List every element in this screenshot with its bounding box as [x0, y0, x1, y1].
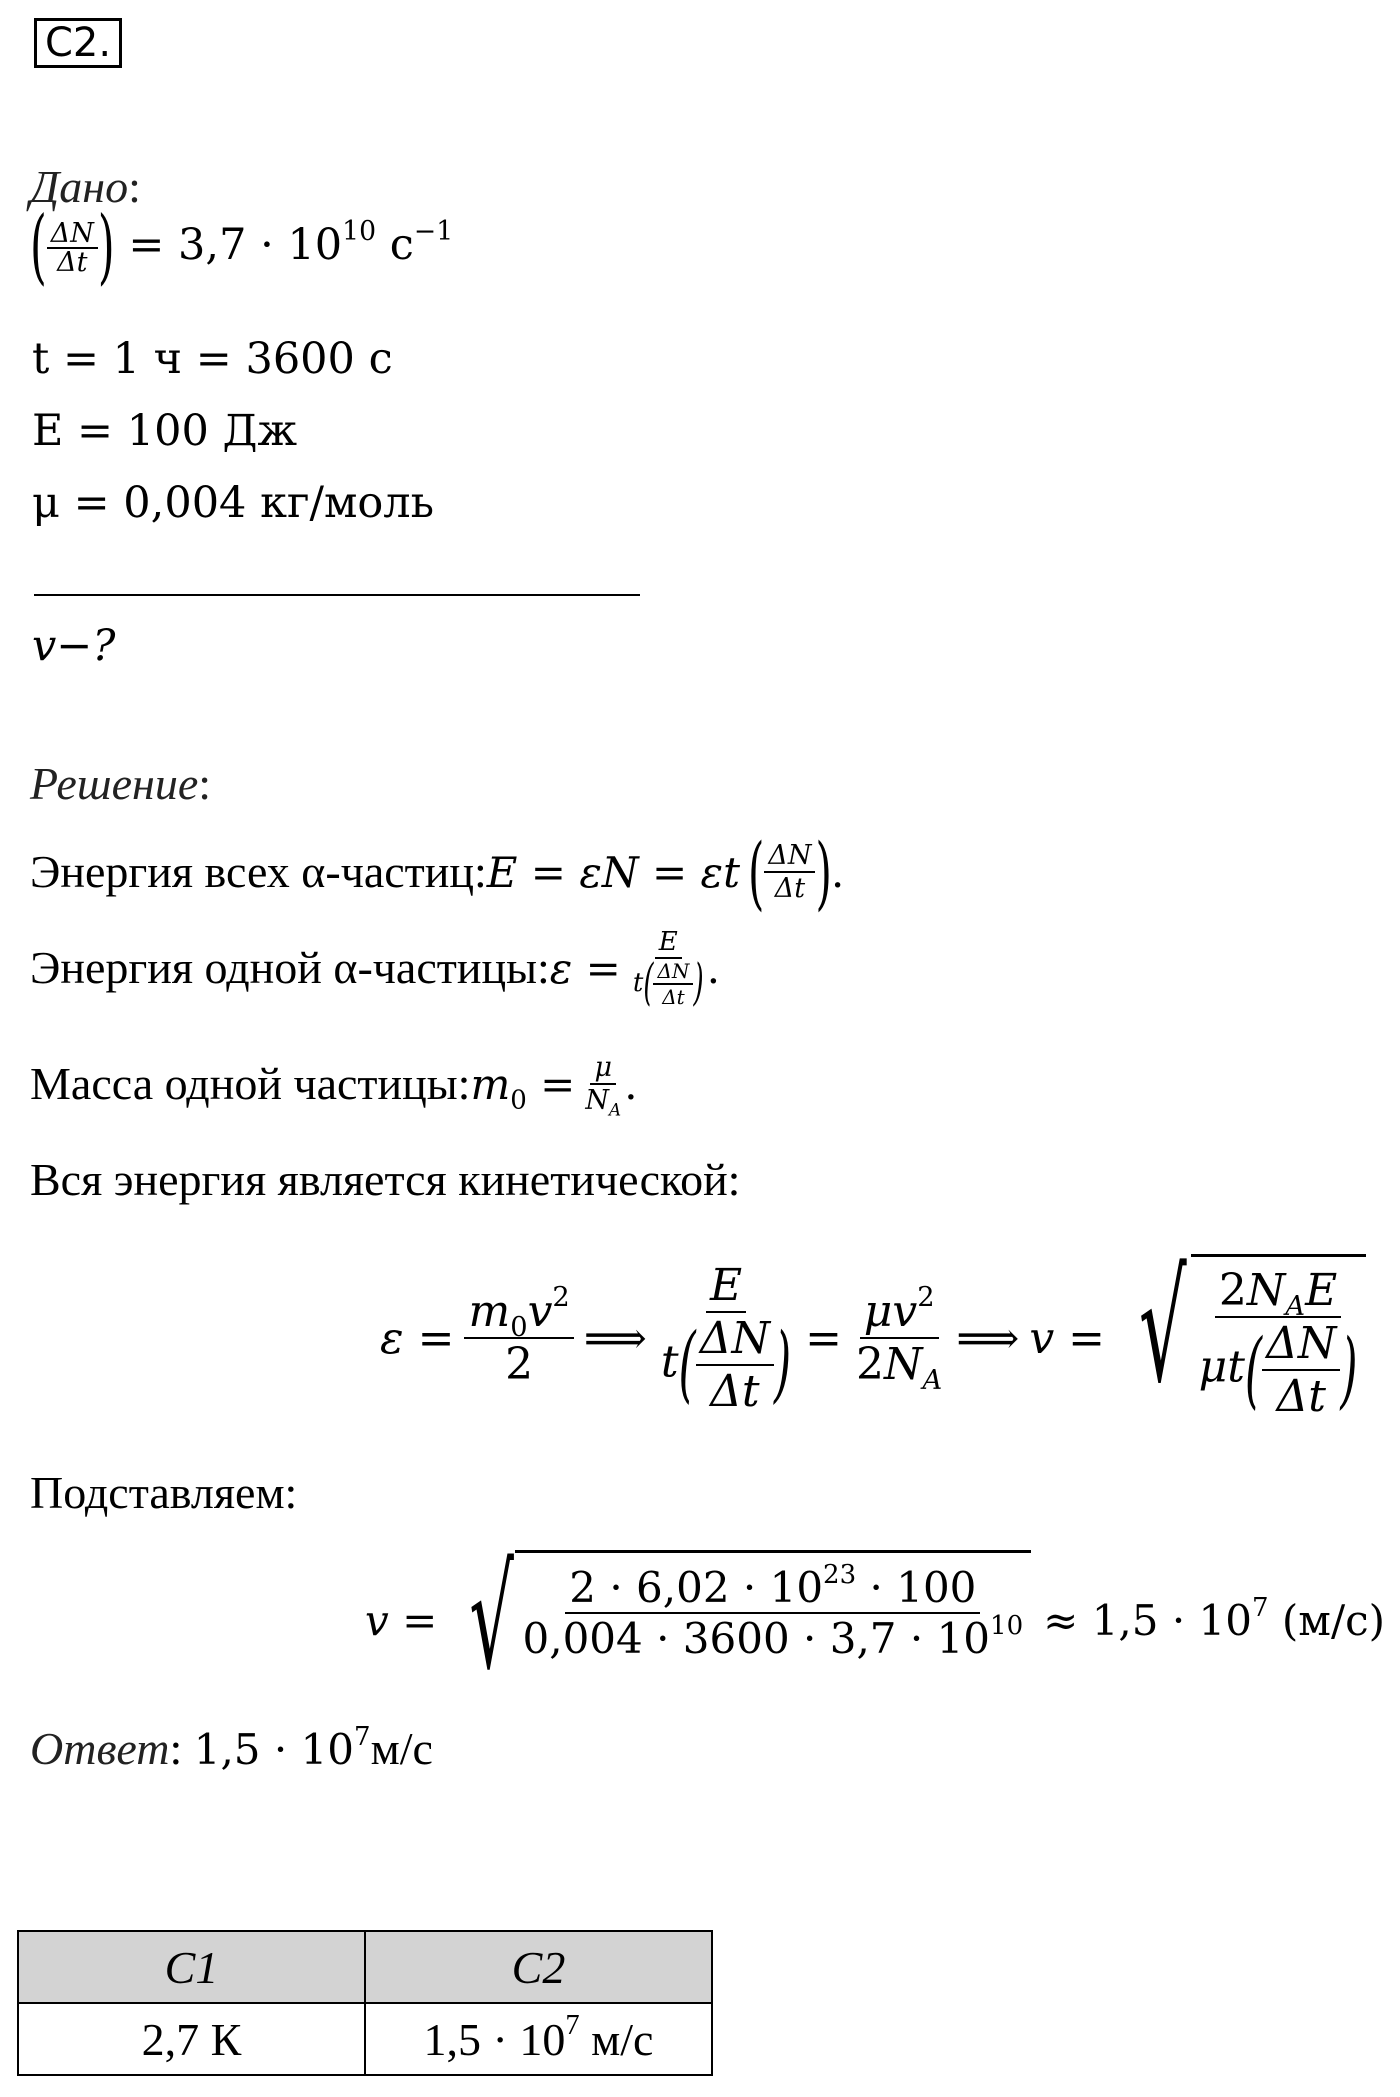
table-header-c1: С1 — [18, 1931, 365, 2003]
sqrt-main: √ $2N_AE$ μt( $\frac{\Delta N}{\Delta t}$ ) — [1115, 1254, 1366, 1422]
find-value: v−? — [32, 621, 116, 671]
given-energy: E = 100 Дж — [32, 406, 298, 456]
given-header: Дано: — [30, 161, 141, 212]
answer-table — [17, 1930, 713, 2076]
given-molar-mass: μ = 0,004 кг/моль — [32, 478, 435, 528]
table-value-c1: 2,7 К — [18, 2003, 365, 2075]
kinetic-formula: ε = $\frac{m_0v^2}{2}$ ⟹ E t( $\frac{\Delta N}{\Delta t}$ ) = $\frac{\mu v^2}{2N_A}$ ⟹ v = √ $2N_AE$ μt( $\frac{\Delta N}{\Delta t}$ ) — [380, 1218, 1366, 1458]
step-particle-mass: Масса одной частицы: $m_0$ = $\frac{\mu}{N_A}$ . — [30, 1052, 637, 1120]
substitution-formula: v = √ $\frac{2 \cdot 6,02 \cdot 10^{23} \cdot 100}{0,004 \cdot 3600 \cdot 3,7 \cdot 10^{10}}$ ≈ $1,5 \cdot 10^7$ (м/с) — [365, 1538, 1386, 1701]
problem-number: С2. — [34, 18, 122, 68]
left-paren: ( — [30, 199, 47, 295]
substitute-text: Подставляем: — [30, 1467, 298, 1518]
answer-line: Ответ : $1,5 \cdot 10^7$ м/с — [30, 1722, 433, 1774]
given-activity: ( $\frac{\Delta N}{\Delta t}$ ) = $3,7 \cdot 10^{10}$ $с^{-1}$ — [30, 199, 454, 295]
solution-header: Решение: — [30, 758, 212, 809]
table-value-c2: $1,5 \cdot 10^7$ м/с — [365, 2003, 712, 2075]
dn-dt-fraction: $\frac{\Delta N}{\Delta t}$ — [47, 220, 98, 276]
given-time: t = 1 ч = 3600 с — [32, 334, 393, 384]
step-total-energy: Энергия всех α-частиц: E = εN = εt ( $\frac{\Delta N}{\Delta t}$ ) . — [30, 825, 844, 919]
step-kinetic-text: Вся энергия является кинетической: — [30, 1154, 741, 1205]
sqrt-substitute: √ $\frac{2 \cdot 6,02 \cdot 10^{23} \cdot 100}{0,004 \cdot 3600 \cdot 3,7 \cdot 10^{10}}$ — [447, 1550, 1031, 1690]
table-header-c2: С2 — [365, 1931, 712, 2003]
step-single-energy: Энергия одной α-частицы: ε = E t( $\frac{\Delta N}{\Delta t}$ ) . — [30, 927, 720, 1013]
right-paren: ) — [97, 199, 115, 295]
given-divider — [34, 594, 640, 596]
single-energy-fraction: E t( $\frac{\Delta N}{\Delta t}$ ) — [632, 927, 704, 1013]
